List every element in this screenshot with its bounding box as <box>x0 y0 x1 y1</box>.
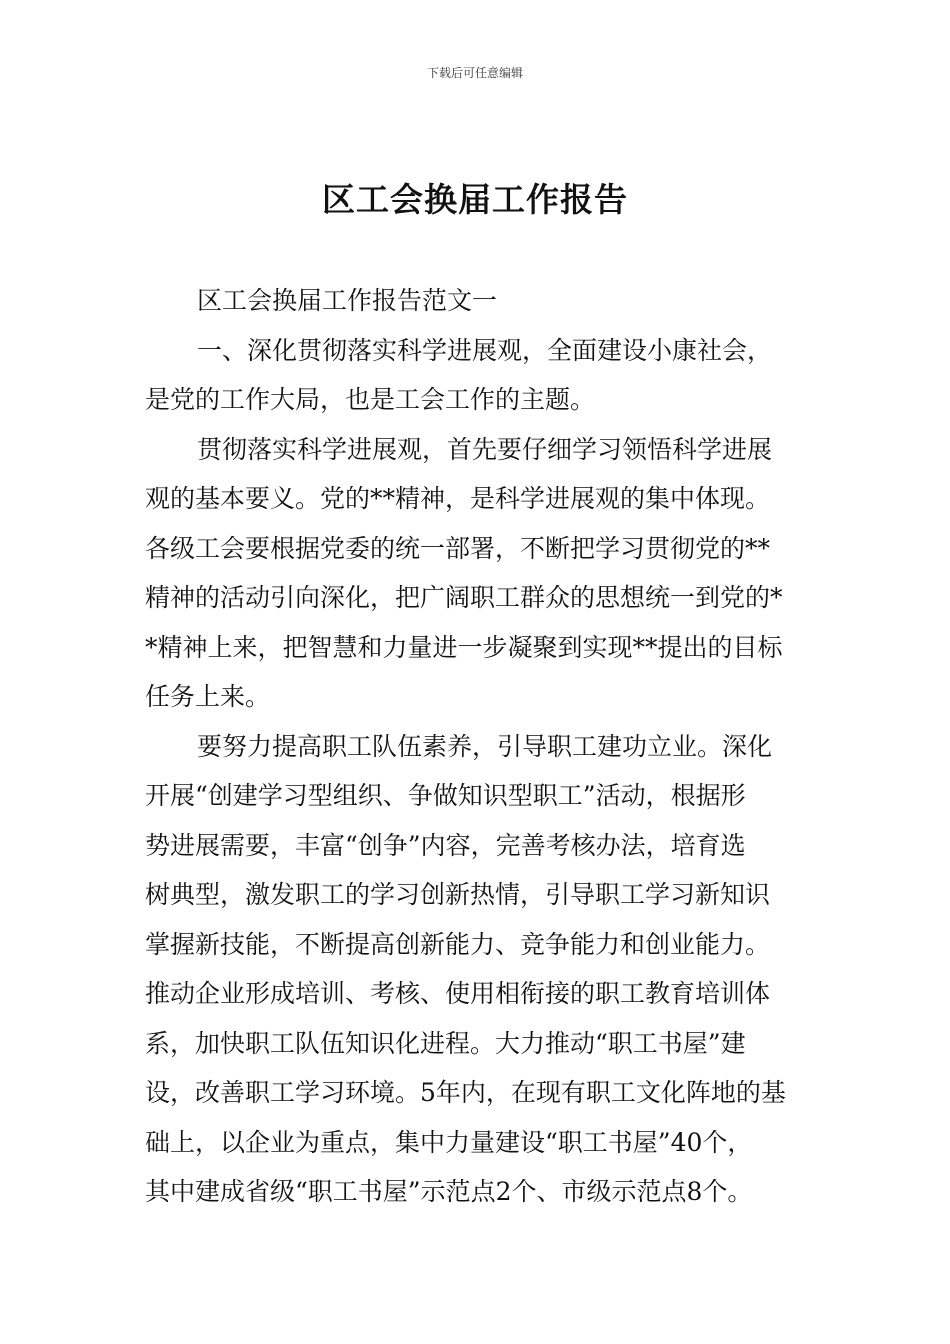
paragraph-line: 系，加快职工队伍知识化进程。大力推动“职工书屋”建 <box>145 1028 746 1058</box>
document-title: 区工会换届工作报告 <box>322 180 628 219</box>
paragraph-line: 设，改善职工学习环境。5年内，在现有职工文化阵地的基 <box>145 1078 786 1107</box>
paragraph-line: 开展“创建学习型组织、争做知识型职工”活动，根据形 <box>145 781 746 810</box>
paragraph-line: 要努力提高职工队伍素养，引导职工建功立业。深化 <box>197 731 773 761</box>
paragraph-line: 一、深化贯彻落实科学进展观，全面建设小康社会， <box>197 335 773 365</box>
paragraph-line: 其中建成省级“职工书屋”示范点2个、市级示范点8个。 <box>145 1177 753 1206</box>
paragraph-line: 各级工会要根据党委的统一部署，不断把学习贯彻党的** <box>145 533 771 563</box>
paragraph-line: 任务上来。 <box>145 682 271 711</box>
paragraph-line: 掌握新技能，不断提高创新能力、竞争能力和创业能力。 <box>145 929 771 959</box>
paragraph-line: 区工会换届工作报告范文一 <box>197 286 498 315</box>
paragraph-line: *精神上来，把智慧和力量进一步凝聚到实现**提出的目标 <box>145 632 783 662</box>
paragraph-line: 推动企业形成培训、考核、使用相衔接的职工教育培训体 <box>145 979 771 1008</box>
document-body <box>145 276 807 1217</box>
paragraph-line: 树典型，激发职工的学习创新热情，引导职工学习新知识 <box>145 880 771 909</box>
paragraph-line: 是党的工作大局，也是工会工作的主题。 <box>145 385 596 414</box>
paragraph-line: 础上，以企业为重点，集中力量建设“职工书屋”40个， <box>145 1127 753 1157</box>
paragraph-line: 势进展需要，丰富“创争”内容，完善考核办法，培育选 <box>145 830 746 860</box>
paragraph-line: 精神的活动引向深化，把广阔职工群众的思想统一到党的* <box>145 583 783 612</box>
page-header-note: 下载后可任意编辑 <box>426 66 523 80</box>
paragraph-line: 观的基本要义。党的**精神，是科学进展观的集中体现。 <box>145 484 771 513</box>
paragraph-line: 贯彻落实科学进展观，首先要仔细学习领悟科学进展 <box>197 434 773 464</box>
